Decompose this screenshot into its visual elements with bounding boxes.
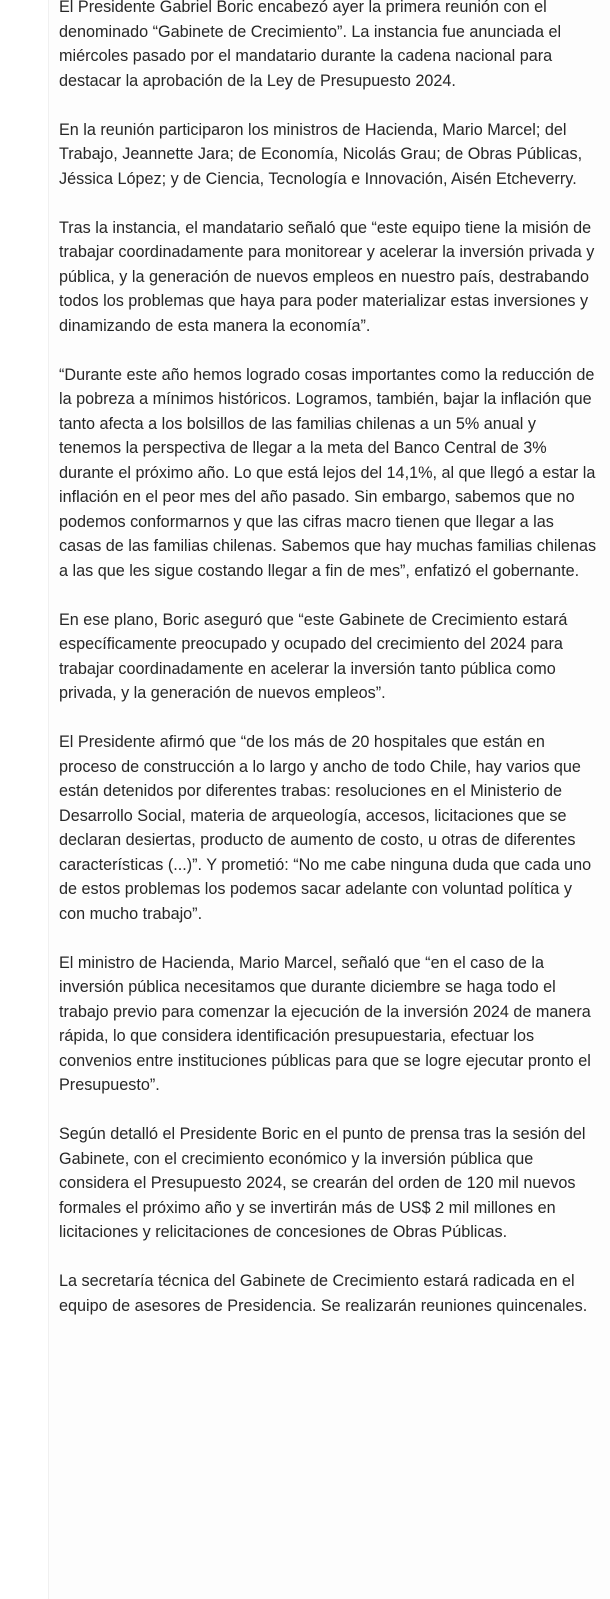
article-paragraph: El Presidente afirmó que “de los más de 20 hospitales que están en proceso de construcción a lo largo y ancho de todo Chile, hay varios que están detenidos por diferentes trabas: resoluciones en el Ministerio de Desarrollo Social, materia de arqueología, accesos, licitaciones que se declaran desiertas, producto de aumento de costo, u otras de diferentes características (...)”. Y prometió: “No me cabe ninguna duda que cada uno de estos problemas los podemos sacar adelante con voluntad política y con mucho trabajo”. [59,733,592,923]
article-paragraph: Según detalló el Presidente Boric en el punto de prensa tras la sesión del Gabinete, con el crecimiento económico y la inversión pública que considera el Presupuesto 2024, se crearán del orden de 120 mil nuevos formales el próximo año y se invertirán más de US$ 2 mil millones en licitaciones y relicitaciones de concesiones de Obras Públicas. [59,1125,586,1241]
article-paragraph: “Durante este año hemos logrado cosas importantes como la reducción de la pobreza a mínimos históricos. Logramos, también, bajar la inflación que tanto afecta a los bolsillos de las familias chilenas a un 5% anual y tenemos la perspectiva de llegar a la meta del Banco Central de 3% durante el próximo año. Lo que está lejos del 14,1%, al que llegó a estar la inflación en el peor mes del año pasado. Sin embargo, sabemos que no podemos conformarnos y que las cifras macro tienen que llegar a las casas de las familias chilenas. Sabemos que hay muchas familias chilenas a las que les sigue costando llegar a fin de mes”, enfatizó el gobernante. [59,365,597,580]
article-paragraph: La secretaría técnica del Gabinete de Crecimiento estará radicada en el equipo de asesores de Presidencia. Se realizarán reuniones quincenales. [59,1272,588,1315]
article-paragraph: Tras la instancia, el mandatario señaló que “este equipo tiene la misión de trabajar coordinadamente para monitorear y acelerar la inversión privada y pública, y la generación de nuevos empleos en nuestro país, destrabando todos los problemas que haya para poder materializar estas inversiones y dinamizando de esta manera la economía”. [59,218,595,335]
article-paragraph: El Presidente Gabriel Boric encabezó ayer la primera reunión con el denominado “Gabinete de Crecimiento”. La instancia fue anunciada el miércoles pasado por el mandatario durante la cadena nacional para destacar la aprobación de la Ley de Presupuesto 2024. [59,0,562,90]
article-paragraph: El ministro de Hacienda, Mario Marcel, señaló que “en el caso de la inversión pública necesitamos que durante diciembre se haga todo el trabajo previo para comenzar la ejecución de la inversión 2024 de manera rápida, lo que considera identificación presupuestaria, efectuar los convenios entre instituciones públicas para que se logre ejecutar pronto el Presupuesto”. [59,953,591,1094]
article-paragraph: En ese plano, Boric aseguró que “este Gabinete de Crecimiento estará específicamente preocupado y ocupado del crecimiento del 2024 para trabajar coordinadamente en acelerar la inversión tanto pública como privada, y la generación de nuevos empleos”. [59,610,568,702]
article-body [48,0,610,1599]
article-paragraph: En la reunión participaron los ministros de Hacienda, Mario Marcel; del Trabajo, Jeannette Jara; de Economía, Nicolás Grau; de Obras Públicas, Jéssica López; y de Ciencia, Tecnología e Innovación, Aisén Etcheverry. [59,120,583,188]
